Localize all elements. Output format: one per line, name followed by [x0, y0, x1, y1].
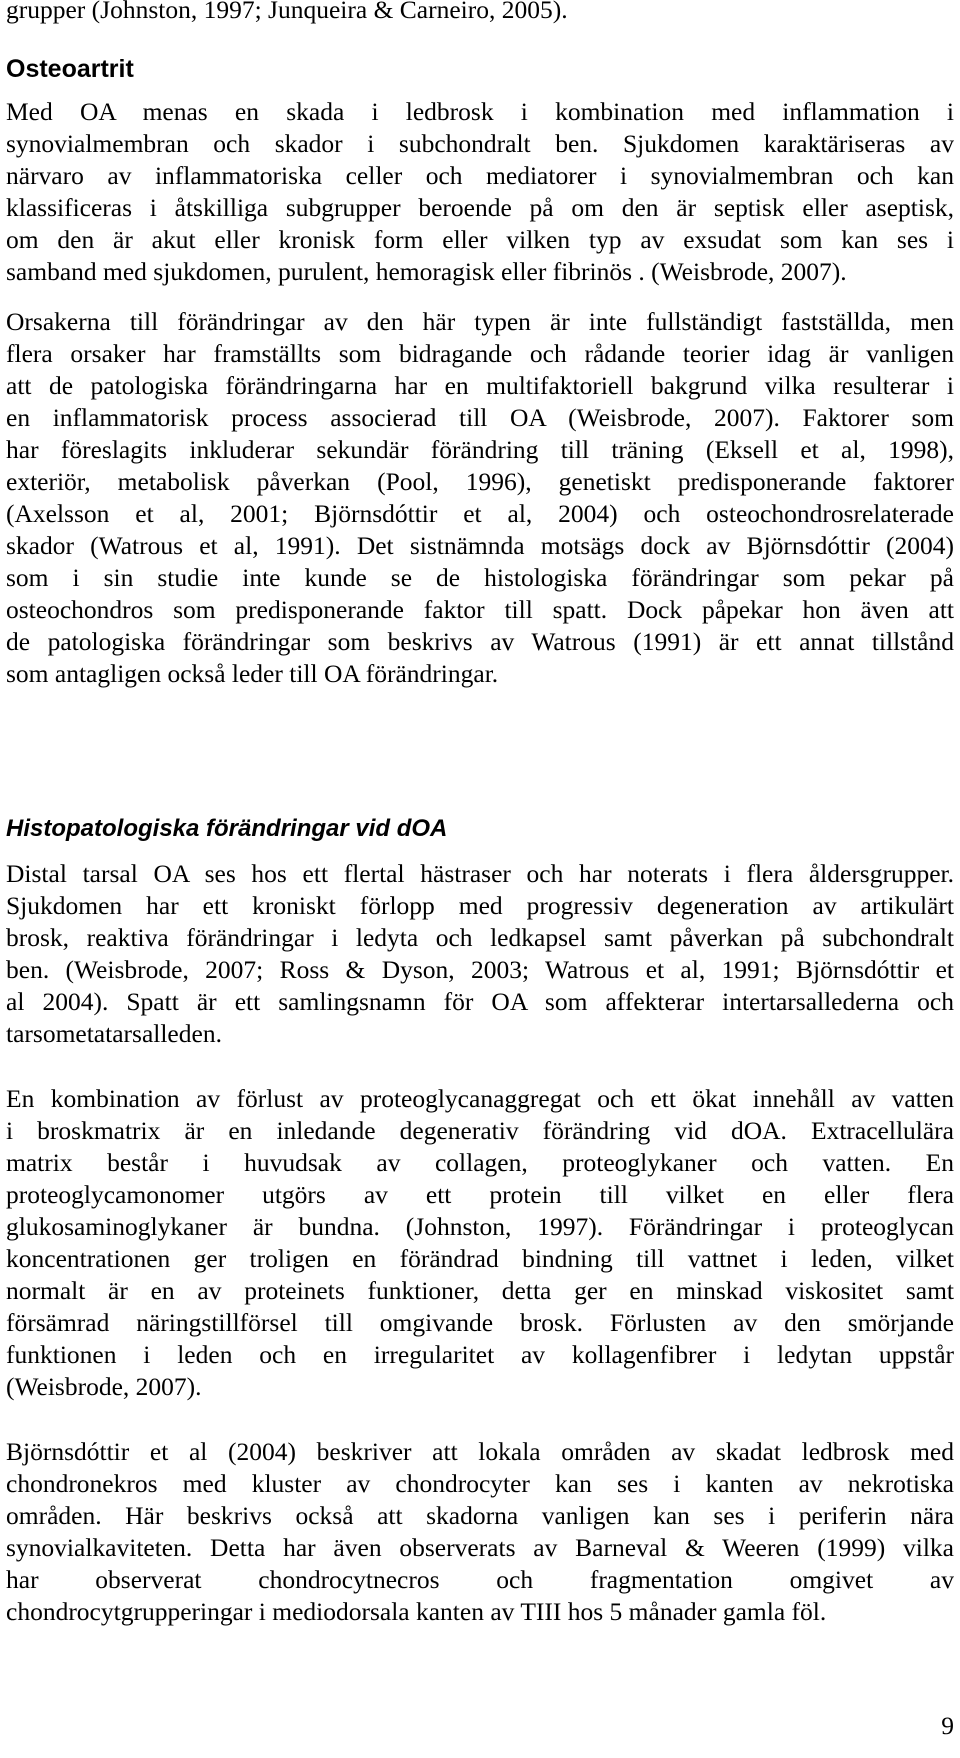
text-line: osteochondros som predisponerande faktor till spatt. Dock påpekar hon även att: [6, 595, 954, 624]
text-line: proteoglycamonomer utgörs av ett protein till vilket en eller flera: [6, 1180, 954, 1209]
page-number: 9: [941, 1711, 954, 1740]
text-line: chondrocytgrupperingar i mediodorsala kanten av TIII hos 5 månader gamla föl.: [6, 1597, 827, 1626]
text-line: samband med sjukdomen, purulent, hemoragisk eller fibrinös . (Weisbrode, 2007).: [6, 257, 847, 286]
text-line: Orsakerna till förändringar av den här typen är inte fullständigt fastställda, men: [6, 307, 954, 336]
text-line: de patologiska förändringar som beskrivs av Watrous (1991) är ett annat tillstånd: [6, 627, 954, 656]
text-line: (Axelsson et al, 2001; Björnsdóttir et al, 2004) och osteochondrosrelaterade: [6, 499, 954, 528]
text-line: försämrad näringstillförsel till omgivande brosk. Förlusten av den smörjande: [6, 1308, 954, 1337]
text-line: närvaro av inflammatoriska celler och mediatorer i synovialmembran och kan: [6, 161, 954, 190]
text-line: ben. (Weisbrode, 2007; Ross & Dyson, 2003; Watrous et al, 1991; Björnsdóttir et: [6, 955, 954, 984]
text-line: chondronekros med kluster av chondrocyter kan ses i kanten av nekrotiska: [6, 1469, 954, 1498]
text-line: glukosaminoglykaner är bundna. (Johnston, 1997). Förändringar i proteoglycan: [6, 1212, 954, 1241]
section-heading-histopatologi: Histopatologiska förändringar vid dOA: [6, 815, 448, 842]
text-line: (Weisbrode, 2007).: [6, 1372, 202, 1401]
text-line: koncentrationen ger troligen en förändrad bindning till vattnet i leden, vilket: [6, 1244, 954, 1273]
text-line: områden. Här beskrivs också att skadorna vanligen kan ses i periferin nära: [6, 1501, 954, 1530]
text-line: synovialmembran och skador i subchondralt ben. Sjukdomen karaktäriseras av: [6, 129, 954, 158]
text-line: om den är akut eller kronisk form eller vilken typ av exsudat som kan ses i: [6, 225, 954, 254]
text-line: exteriör, metabolisk påverkan (Pool, 1996), genetiskt predisponerande faktorer: [6, 467, 954, 496]
text-line: normalt är en av proteinets funktioner, detta ger en minskad viskositet samt: [6, 1276, 954, 1305]
text-line: matrix består i huvudsak av collagen, proteoglykaner och vatten. En: [6, 1148, 954, 1177]
text-line: Med OA menas en skada i ledbrosk i kombination med inflammation i: [6, 97, 954, 126]
text-line: i broskmatrix är en inledande degenerativ förändring vid dOA. Extracellulära: [6, 1116, 954, 1145]
text-line: har föreslagits inkluderar sekundär förändring till träning (Eksell et al, 1998),: [6, 435, 954, 464]
text-line: som i sin studie inte kunde se de histologiska förändringar som pekar på: [6, 563, 954, 592]
text-line: synovialkaviteten. Detta har även observerats av Barneval & Weeren (1999) vilka: [6, 1533, 954, 1562]
text-line: klassificeras i åtskilliga subgrupper beroende på om den är septisk eller aseptisk,: [6, 193, 954, 222]
text-line: brosk, reaktiva förändringar i ledyta och ledkapsel samt påverkan på subchondralt: [6, 923, 954, 952]
text-line: skador (Watrous et al, 1991). Det sistnämnda motsägs dock av Björnsdóttir (2004): [6, 531, 954, 560]
text-line: att de patologiska förändringarna har en multifaktoriell bakgrund vilka resulterar i: [6, 371, 954, 400]
text-line: al 2004). Spatt är ett samlingsnamn för OA som affekterar intertarsallederna och: [6, 987, 954, 1016]
text-line: Sjukdomen har ett kroniskt förlopp med progressiv degeneration av artikulärt: [6, 891, 954, 920]
intro-line: grupper (Johnston, 1997; Junqueira & Carneiro, 2005).: [6, 0, 568, 24]
text-line: Björnsdóttir et al (2004) beskriver att lokala områden av skadat ledbrosk med: [6, 1437, 954, 1466]
text-line: har observerat chondrocytnecros och fragmentation omgivet av: [6, 1565, 954, 1594]
text-line: en inflammatorisk process associerad till OA (Weisbrode, 2007). Faktorer som: [6, 403, 954, 432]
text-line: Distal tarsal OA ses hos ett flertal hästraser och har noterats i flera åldersgrupper.: [6, 859, 954, 888]
section-heading-osteoartrit: Osteoartrit: [6, 55, 134, 83]
text-line: flera orsaker har framställts som bidragande och rådande teorier idag är vanligen: [6, 339, 954, 368]
text-line: En kombination av förlust av proteoglycanaggregat och ett ökat innehåll av vatten: [6, 1084, 954, 1113]
text-line: funktionen i leden och en irregularitet av kollagenfibrer i ledytan uppstår: [6, 1340, 954, 1369]
text-line: som antagligen också leder till OA förändringar.: [6, 659, 499, 688]
text-line: tarsometatarsalleden.: [6, 1019, 222, 1048]
